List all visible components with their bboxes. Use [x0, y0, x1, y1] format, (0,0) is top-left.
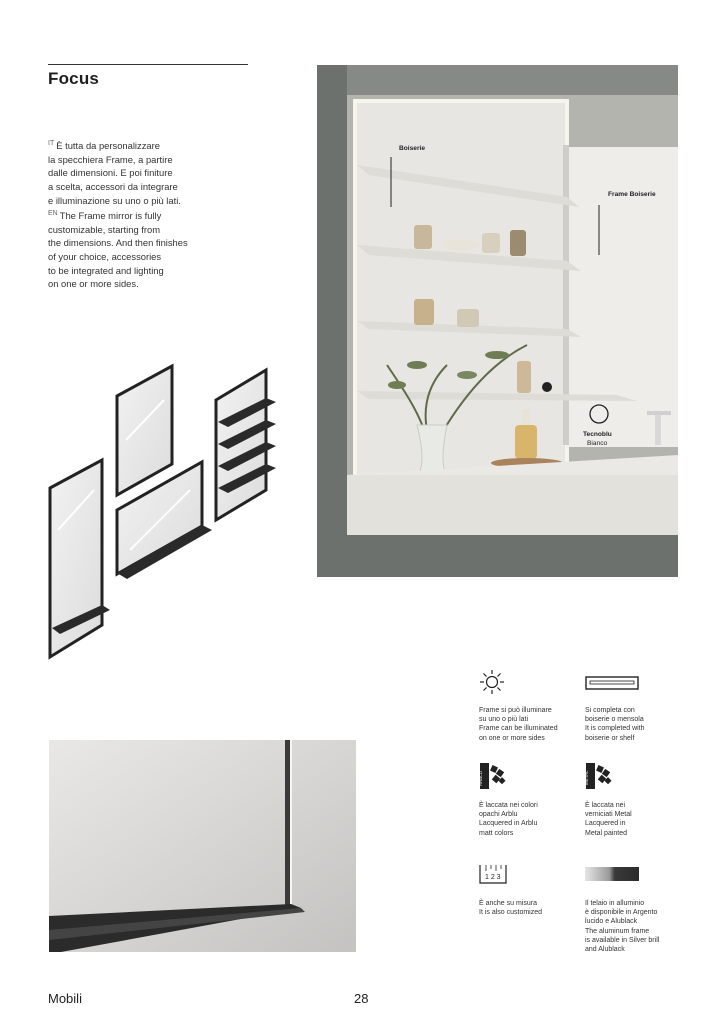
intro-it-line-0: $^{IT}$ È tutta da personalizzare: [48, 140, 160, 152]
tall-mirror-shape: [50, 460, 110, 657]
shelf-icon: [585, 676, 639, 690]
ruler-digits: 1 2 3: [485, 874, 501, 881]
feature-metal-text: È laccata nei verniciati Metal Lacquered in Metal painted: [585, 802, 632, 837]
intro-en-line-5: on one or more sides.: [48, 278, 139, 290]
feature-boiserie-text: Si completa con boiserie o mensola It is completed with boiserie or shelf: [585, 707, 645, 742]
shelf-detail-scene: [49, 740, 356, 952]
english-marker: EN: [48, 210, 58, 218]
intro-en-line-2: the dimensions. And then finishes: [48, 237, 188, 249]
intro-en-line-1: customizable, starting from: [48, 223, 161, 235]
feature-arblu-text: È laccata nei colori opachi Arblu Lacquered in Arblu matt colors: [479, 802, 538, 837]
sun-icon: [479, 669, 505, 695]
arblu-icon-label: ARBLU: [478, 770, 483, 786]
feature-lighting-text: Frame si può illuminare su uno o più lati Frame can be illuminated on one or more sides: [479, 707, 558, 742]
intro-it-line-3: a scelta, accessori da integrare: [48, 180, 178, 192]
intro-text: [48, 137, 248, 291]
feature-frame-finish-text: Il telaio in alluminio è disponibile in Argento lucido e Alublack The aluminum frame is available in Silver brill and Alublack: [585, 900, 660, 954]
intro-en-line-4: to be integrated and lighting: [48, 264, 164, 276]
intro-en-line-3: of your choice, accessories: [48, 251, 162, 262]
italian-marker: IT: [48, 140, 55, 147]
feature-custom-size-text: È anche su misura It is also customized: [479, 900, 543, 917]
metal-icon-label: METAL: [584, 770, 589, 786]
detail-photo: [49, 740, 356, 952]
title-rule: [48, 64, 248, 65]
intro-it-line-1: la specchiera Frame, a partire: [48, 153, 173, 165]
intro-it-line-2: dalle dimensioni. E poi finiture: [48, 167, 173, 179]
label-boiserie: Boiserie: [399, 145, 426, 152]
page-number: 28: [354, 991, 369, 1006]
intro-it-line-4: e illuminazione su uno o più lati.: [48, 194, 181, 206]
page-title: Focus: [48, 69, 100, 88]
bathroom-scene: [317, 65, 678, 577]
mirror-configurations-illustration: [40, 360, 290, 660]
footer-section: Mobili: [48, 991, 82, 1006]
boiserie-mirror-shape: [216, 370, 276, 520]
product-photo: [317, 65, 678, 577]
label-bianco: Bianco: [587, 440, 608, 447]
label-frame-boiserie: Frame Boiserie: [608, 191, 656, 198]
square-mirror-shape: [117, 366, 172, 495]
label-tecnoblu: Tecnoblu: [583, 431, 612, 438]
intro-en-line-0: $^{EN}$ The Frame mirror is fully: [48, 210, 162, 222]
finish-gradient-icon: [585, 867, 639, 881]
